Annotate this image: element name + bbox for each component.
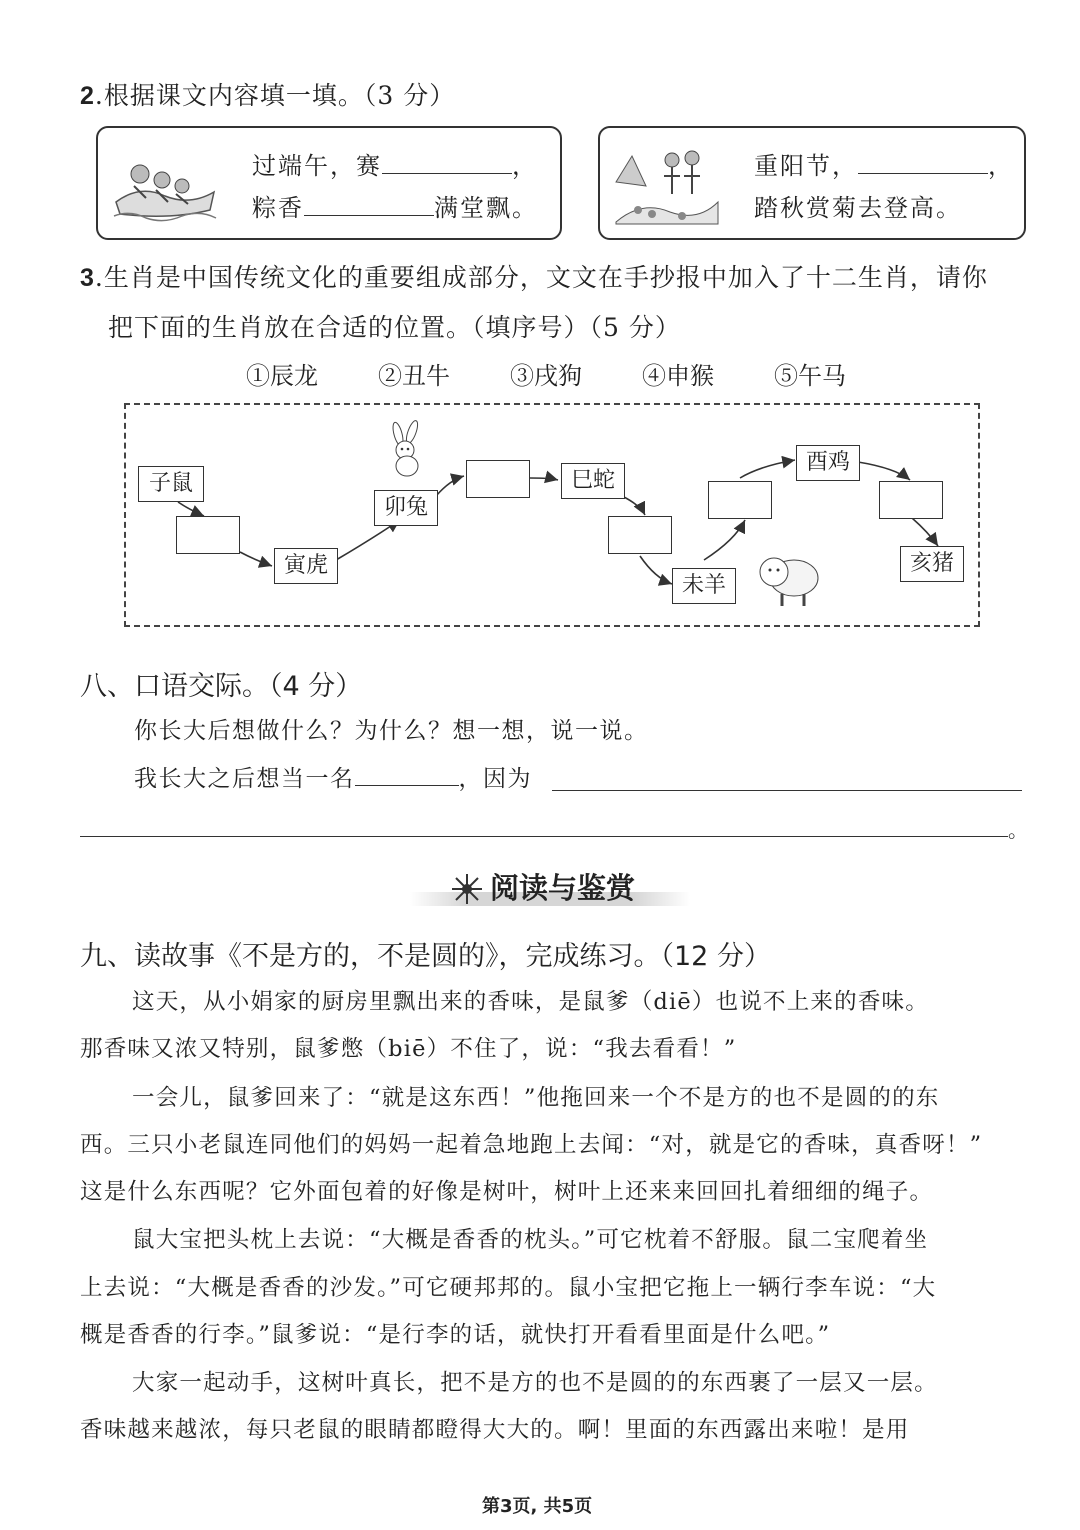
story-line-7: 上去说：“大概是香香的沙发。”可它硬邦邦的。鼠小宝把它拖上一辆行李车说：“大 [80, 1275, 937, 1301]
page-number: 第3页, 共5页 [482, 1496, 593, 1517]
q8-end-mark: 。 [1008, 818, 1028, 842]
story-line-4: 西。三只小老鼠连同他们的妈妈一起着急地跑上去闻：“对，就是它的香味，真香呀！” [80, 1132, 983, 1158]
q8-title: 八、口语交际。（4 分） [80, 671, 363, 702]
zodiac-option-4: ④申猴 [642, 362, 714, 390]
q3-title-line1: 3.生肖是中国传统文化的重要组成部分，文文在手抄报中加入了十二生肖，请你 [80, 263, 988, 292]
q2-left-line2-prefix: 粽香 [252, 194, 304, 222]
zodiac-box-you: 酉鸡 [796, 445, 860, 481]
q8-reason-blank-2[interactable] [80, 836, 1008, 837]
section-title: 阅读与鉴赏 [490, 871, 636, 905]
zodiac-option-2: ②丑牛 [378, 362, 450, 390]
q8-prompt: 你长大后想做什么？为什么？想一想，说一说。 [134, 718, 649, 744]
story-line-10: 香味越来越浓，每只老鼠的眼睛都瞪得大大的。啊！里面的东西露出来啦！是用 [80, 1417, 910, 1443]
q2-right-line1-suffix: ， [988, 152, 1014, 180]
zodiac-blank-2[interactable] [466, 460, 530, 498]
q8-answer-line: 我长大之后想当一名 ，因为 [134, 760, 532, 793]
q3-title-line2: 把下面的生肖放在合适的位置。（填序号）（5 分） [108, 313, 681, 342]
sparkle-icon [450, 872, 484, 906]
sheep-icon [752, 548, 822, 610]
story-line-8: 概是香香的行李。”鼠爹说：“是行李的话，就快打开看看里面是什么吧。” [80, 1322, 831, 1348]
story-line-9: 大家一起动手，这树叶真长，把不是方的也不是圆的的东西裹了一层又一层。 [132, 1370, 938, 1396]
story-line-6: 鼠大宝把头枕上去说：“大概是香香的枕头。”可它枕着不舒服。鼠二宝爬着坐 [132, 1227, 929, 1253]
zodiac-arrows [0, 0, 1080, 700]
zodiac-option-1: ①辰龙 [246, 362, 318, 390]
zodiac-blank-1[interactable] [176, 516, 240, 554]
zodiac-blank-3[interactable] [608, 516, 672, 554]
q2-left-line1-prefix: 过端午，赛 [252, 152, 382, 180]
q2-left-line1-suffix: ， [512, 152, 538, 180]
q2-title: 2.根据课文内容填一填。（3 分） [80, 81, 456, 110]
zodiac-blank-4[interactable] [708, 481, 772, 519]
zodiac-box-mao: 卯兔 [374, 490, 438, 526]
zodiac-blank-5[interactable] [879, 481, 943, 519]
q2-right-line2: 踏秋赏菊去登高。 [754, 194, 962, 222]
zodiac-box-wei: 未羊 [672, 568, 736, 604]
q2-left-line2-suffix: 满堂飘。 [434, 194, 538, 222]
zodiac-box-si: 巳蛇 [561, 463, 625, 499]
rabbit-icon [380, 420, 430, 480]
zodiac-box-yin: 寅虎 [274, 548, 338, 584]
story-line-2: 那香味又浓又特别，鼠爹憋（biē）不住了，说：“我去看看！” [80, 1036, 737, 1062]
zodiac-option-5: ⑤午马 [774, 362, 846, 390]
q2-right-line1-prefix: 重阳节， [754, 152, 858, 180]
q8-job-blank[interactable] [355, 763, 459, 786]
zodiac-option-3: ③戌狗 [510, 362, 582, 390]
q8-reason-blank-1[interactable] [552, 790, 1022, 791]
story-line-1: 这天，从小娟家的厨房里飘出来的香味，是鼠爹（diē）也说不上来的香味。 [132, 989, 929, 1015]
q9-title: 九、读故事《不是方的，不是圆的》，完成练习。（12 分） [80, 941, 771, 972]
zodiac-box-zi: 子鼠 [138, 466, 204, 502]
story-line-5: 这是什么东西呢？它外面包着的好像是树叶，树叶上还来来回回扎着细细的绳子。 [80, 1179, 934, 1205]
zodiac-box-hai: 亥猪 [900, 546, 964, 582]
story-line-3: 一会儿，鼠爹回来了：“就是这东西！”他拖回来一个不是方的也不是圆的的东 [132, 1085, 940, 1111]
